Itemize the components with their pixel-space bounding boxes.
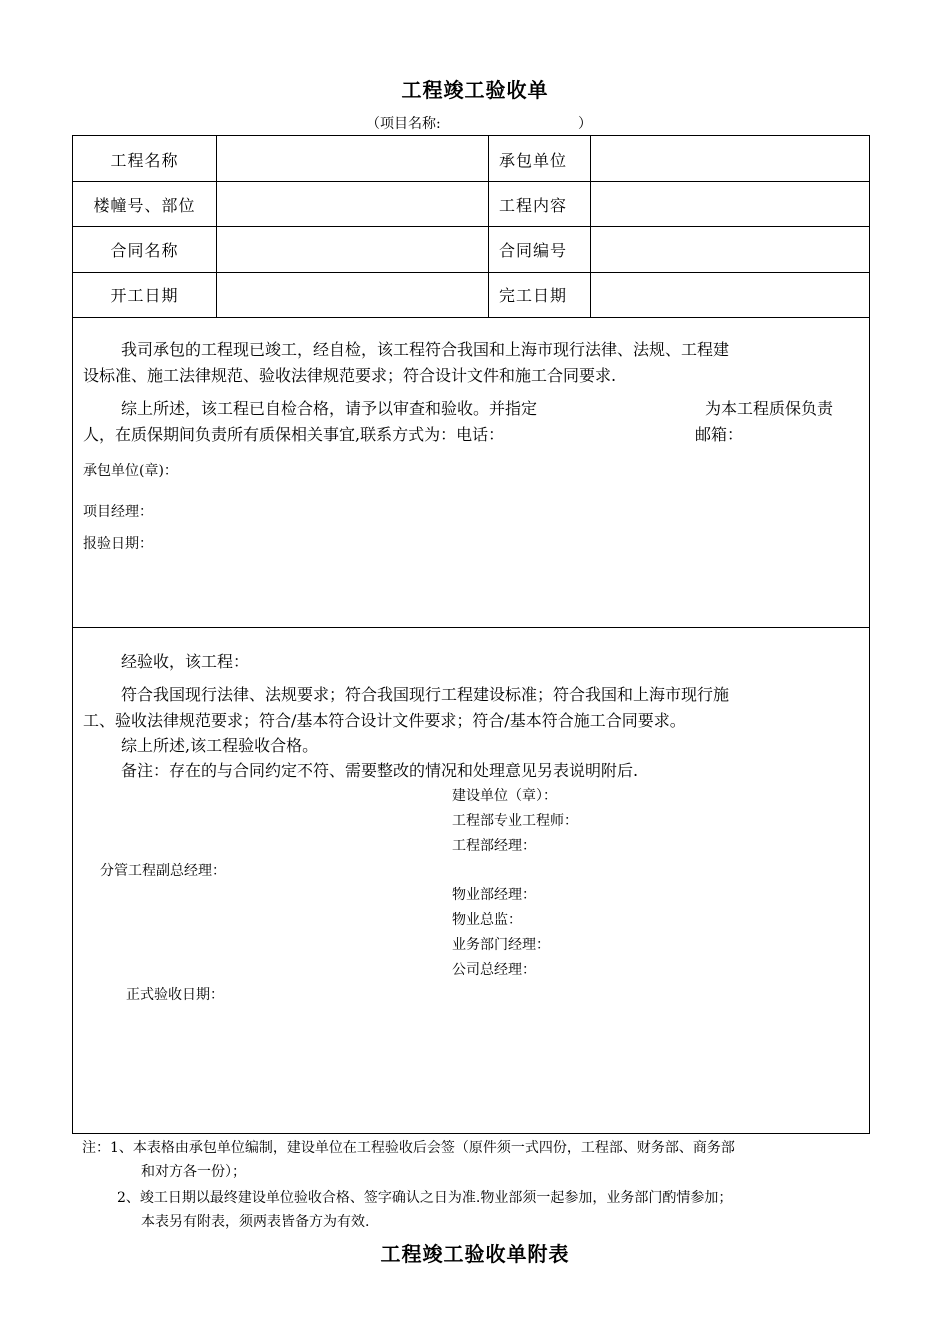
formal-acceptance-date-label: 正式验收日期： bbox=[126, 987, 224, 1003]
project-name-label: （项目名称: bbox=[366, 116, 441, 132]
builder-seal-label: 建设单位（章）： bbox=[452, 788, 557, 804]
project-manager-label: 项目经理： bbox=[83, 504, 153, 520]
engineer-sign-label: 工程部专业工程师： bbox=[452, 813, 578, 829]
note-1-line1: 注：1、本表格由承包单位编制，建设单位在工程验收后会签（原件须一式四份，工程部、财务部、商务部 bbox=[82, 1140, 735, 1156]
label-contractor: 承包单位 bbox=[499, 151, 568, 170]
property-manager-sign-label: 物业部经理： bbox=[452, 887, 536, 903]
contractor-seal-label: 承包单位(章)： bbox=[83, 463, 178, 479]
report-date-label: 报验日期： bbox=[83, 536, 153, 552]
warranty-person-line: 为本工程质保负责 bbox=[705, 399, 834, 418]
section-divider bbox=[73, 627, 869, 628]
contact-phone-line: 人，在质保期间负责所有质保相关事宜,联系方式为：电话： bbox=[83, 425, 505, 444]
table-column-divider bbox=[488, 136, 489, 317]
label-building-part: 楼幢号、部位 bbox=[93, 196, 196, 215]
table-divider bbox=[73, 317, 869, 318]
note-2-line1: 2、竣工日期以最终建设单位验收合格、签字确认之日为准.物业部须一起参加，业务部门酌情参加； bbox=[117, 1190, 733, 1206]
table-divider bbox=[73, 181, 869, 182]
label-finish-date: 完工日期 bbox=[499, 286, 568, 305]
table-column-divider bbox=[216, 136, 217, 317]
general-manager-sign-label: 公司总经理： bbox=[452, 962, 536, 978]
acceptance-conclusion: 综上所述,该工程验收合格。 bbox=[121, 736, 319, 755]
acceptance-remark: 备注：存在的与合同约定不符、需要整改的情况和处理意见另表说明附后. bbox=[121, 761, 639, 780]
property-director-sign-label: 物业总监： bbox=[452, 912, 522, 928]
table-divider bbox=[73, 226, 869, 227]
engineering-manager-sign-label: 工程部经理： bbox=[452, 838, 536, 854]
document-title: 工程竣工验收单 bbox=[401, 78, 549, 102]
label-contract-number: 合同编号 bbox=[499, 241, 568, 260]
label-contract-name: 合同名称 bbox=[110, 241, 179, 260]
business-manager-sign-label: 业务部门经理： bbox=[452, 937, 550, 953]
label-start-date: 开工日期 bbox=[110, 286, 179, 305]
acceptance-form bbox=[72, 135, 870, 1134]
contractor-statement-line2: 设标准、施工法律规范、验收法律规范要求；符合设计文件和施工合同要求. bbox=[83, 366, 617, 385]
table-column-divider bbox=[590, 136, 591, 317]
acceptance-compliance-line1: 符合我国现行法律、法规要求；符合我国现行工程建设标准；符合我国和上海市现行施 bbox=[121, 685, 730, 704]
contractor-statement-line1: 我司承包的工程现已竣工，经自检，该工程符合我国和上海市现行法律、法规、工程建 bbox=[121, 340, 730, 359]
self-check-line1: 综上所述，该工程已自检合格，请予以审查和验收。并指定 bbox=[121, 399, 538, 418]
project-name-close: ） bbox=[578, 116, 592, 132]
appendix-title: 工程竣工验收单附表 bbox=[380, 1242, 570, 1266]
note-2-line2: 本表另有附表，须两表皆备方为有效. bbox=[141, 1214, 370, 1230]
note-1-line2: 和对方各一份）； bbox=[141, 1164, 246, 1180]
contact-email-label: 邮箱： bbox=[695, 425, 744, 444]
label-project-name: 工程名称 bbox=[110, 151, 179, 170]
acceptance-intro: 经验收，该工程： bbox=[121, 652, 250, 671]
acceptance-compliance-line2: 工、验收法律规范要求；符合/基本符合设计文件要求；符合/基本符合施工合同要求。 bbox=[83, 711, 686, 730]
label-work-content: 工程内容 bbox=[499, 196, 568, 215]
vice-gm-sign-label: 分管工程副总经理： bbox=[100, 863, 226, 879]
project-name-line bbox=[366, 113, 592, 133]
table-divider bbox=[73, 272, 869, 273]
